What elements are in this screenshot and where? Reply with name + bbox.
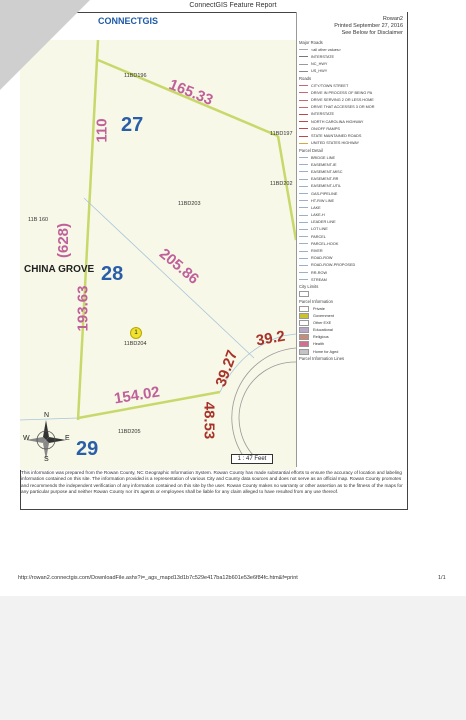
- yellow-lot-line: [278, 136, 296, 240]
- legend-line-swatch: [299, 64, 308, 65]
- legend-label: DRIVE IN PROCESS OF BEING PA: [311, 90, 373, 95]
- legend-line-swatch: [299, 207, 308, 208]
- legend-item: [299, 212, 405, 219]
- legend-item: [299, 298, 405, 305]
- site-name: Rowan2: [382, 16, 403, 22]
- legend-item: [299, 97, 405, 104]
- legend-item: [299, 75, 405, 82]
- legend-line-swatch: [299, 272, 308, 273]
- legend-color-swatch: [299, 320, 309, 326]
- legend-label: EASEMENT-MISC: [311, 169, 343, 174]
- dimension-154: 154.02: [112, 383, 161, 408]
- legend-line-swatch: [299, 236, 308, 237]
- dimension-48-53: 48.53: [200, 401, 218, 440]
- compass-s: S: [44, 456, 49, 463]
- legend-panel: [296, 12, 407, 467]
- legend-item: [299, 262, 405, 269]
- legend-label: Roads: [299, 76, 312, 82]
- legend-item: [299, 197, 405, 204]
- legend-line-swatch: [299, 251, 308, 252]
- legend-label: EASEMENT-IE: [311, 162, 337, 167]
- legend-line-swatch: [299, 229, 308, 230]
- legend-item: [299, 219, 405, 226]
- lot-number-27: 27: [121, 114, 144, 136]
- map-marker[interactable]: 1: [130, 327, 142, 339]
- dimension-165: 165.33: [166, 76, 216, 109]
- legend-item: [299, 125, 405, 132]
- legend-label: Private: [313, 306, 325, 311]
- legend-color-swatch: [299, 306, 309, 312]
- legend-item: [299, 204, 405, 211]
- legend-label: US_HWY: [311, 69, 328, 74]
- legend-line-swatch: [299, 114, 308, 115]
- legend-item: [299, 283, 405, 290]
- legend-item: [299, 341, 405, 348]
- compass-n: N: [44, 412, 50, 419]
- legend-line-swatch: [299, 128, 308, 129]
- legend-line-swatch: [299, 171, 308, 172]
- legend-line-swatch: [299, 193, 308, 194]
- legend-line-swatch: [299, 222, 308, 223]
- legend-label: RIVER: [311, 249, 323, 254]
- disclaimer-note: See Below for Disclaimer: [341, 30, 403, 36]
- legend-label: GAS-PIPELINE: [311, 191, 338, 196]
- connectgis-logo: CONNECTGIS: [98, 16, 159, 26]
- legend-label: Major Roads: [299, 40, 323, 46]
- legend-item: [299, 183, 405, 190]
- legend-label: UNITED STATES HIGHWAY: [311, 141, 360, 146]
- compass-w: W: [23, 435, 30, 442]
- legend-item: [299, 82, 405, 89]
- legend-label: Religious: [313, 335, 329, 340]
- parcel-id: 11BD204: [124, 341, 147, 347]
- legend-line-swatch: [299, 71, 308, 72]
- dimension-110: 110: [93, 118, 111, 143]
- parcel-id: 11BD202: [270, 181, 293, 187]
- legend-line-swatch: [299, 215, 308, 216]
- page-title: ConnectGIS Feature Report: [189, 2, 277, 9]
- parcel-id: 11BD196: [124, 73, 147, 79]
- legend-label: PARCEL: [311, 234, 326, 239]
- legend-item: [299, 240, 405, 247]
- legend-color-swatch: [299, 341, 309, 347]
- legend-color-swatch: [299, 334, 309, 340]
- place-label: CHINA GROVE: [24, 264, 95, 275]
- legend-item: [299, 104, 405, 111]
- legend-item: [299, 147, 405, 154]
- legend-color-swatch: [299, 313, 309, 319]
- legend-item: [299, 190, 405, 197]
- legend-line-swatch: [299, 279, 308, 280]
- legend-list: [299, 39, 405, 362]
- legend-item: [299, 319, 405, 326]
- legend-label: Educational: [313, 328, 333, 333]
- legend-item: [299, 118, 405, 125]
- legend-label: <all other values>: [311, 47, 341, 52]
- legend-line-swatch: [299, 143, 308, 144]
- legend-line-swatch: [299, 121, 308, 122]
- legend-label: Other EXE: [313, 320, 332, 325]
- dimension-39-2: 39.2: [254, 327, 287, 350]
- legend-label: Health: [313, 342, 324, 347]
- legend-line-swatch: [299, 100, 308, 101]
- legend-item: [299, 176, 405, 183]
- legend-label: PARCEL-HOOK: [311, 241, 339, 246]
- parcel-id: 11B 160: [28, 217, 49, 223]
- page-number: 1/1: [438, 575, 446, 581]
- legend-item: [299, 276, 405, 283]
- yellow-lot-line: [78, 40, 98, 420]
- legend-item: [299, 39, 405, 46]
- legend-label: LAKE: [311, 205, 321, 210]
- dimension-193: 193.63: [74, 285, 92, 332]
- legend-line-swatch: [299, 200, 308, 201]
- parcel-id: 11BD197: [270, 131, 293, 137]
- legend-color-swatch: [299, 349, 309, 355]
- legend-header: [334, 16, 403, 37]
- legend-label: EASEMENT-RR: [311, 177, 339, 182]
- legend-line-swatch: [299, 56, 308, 57]
- legend-item: [299, 68, 405, 75]
- legend-label: DRIVE THAT ACCESSES 3 OR MOR: [311, 105, 375, 110]
- page-fold: [0, 0, 90, 90]
- legend-line-swatch: [299, 49, 308, 50]
- compass-e: E: [65, 435, 70, 442]
- legend-line-swatch: [299, 265, 308, 266]
- legend-label: STATE MAINTAINED ROADS: [311, 134, 362, 139]
- legend-line-swatch: [299, 92, 308, 93]
- legend-label: Home for Aged: [313, 349, 339, 354]
- legend-item: [299, 132, 405, 139]
- legend-line-swatch: [299, 107, 308, 108]
- legend-line-swatch: [299, 164, 308, 165]
- legend-color-swatch: [299, 291, 309, 297]
- scale-bar: 1 : 47 Feet: [231, 454, 273, 464]
- legend-line-swatch: [299, 85, 308, 86]
- legend-label: CITY/TOWN STREET: [311, 83, 349, 88]
- legend-label: ROAD-ROW: [311, 256, 333, 261]
- legend-label: RR-ROW: [311, 270, 328, 275]
- legend-line-swatch: [299, 258, 308, 259]
- legend-item: [299, 312, 405, 319]
- legend-item: [299, 233, 405, 240]
- legend-label: Parcel Information: [299, 298, 333, 304]
- legend-item: [299, 291, 405, 298]
- lot-number-29: 29: [76, 438, 99, 460]
- legend-item: [299, 140, 405, 147]
- legend-color-swatch: [299, 327, 309, 333]
- legend-label: BRIDGE LINE: [311, 155, 336, 160]
- legend-line-swatch: [299, 186, 308, 187]
- legend-item: [299, 61, 405, 68]
- legend-label: Government: [313, 313, 334, 318]
- legend-label: NC_HWY: [311, 62, 328, 67]
- printed-date: Printed September 27, 2016: [334, 23, 403, 29]
- dimension-205: 205.86: [155, 245, 202, 288]
- legend-label: LAKE-H: [311, 213, 325, 218]
- legend-item: [299, 89, 405, 96]
- legend-item: [299, 247, 405, 254]
- legend-item: [299, 327, 405, 334]
- legend-item: [299, 334, 405, 341]
- legend-item: [299, 168, 405, 175]
- blank-page-bottom: [0, 596, 466, 720]
- legend-label: DRIVE SERVING 2 OR LESS HOME: [311, 98, 374, 103]
- parcel-id: 11BD205: [118, 429, 141, 435]
- dimension-628: (628): [55, 222, 73, 259]
- legend-label: HT-R/W LINE: [311, 198, 334, 203]
- legend-line-swatch: [299, 136, 308, 137]
- legend-label: EASEMENT-UTIL: [311, 184, 342, 189]
- legend-line-swatch: [299, 179, 308, 180]
- legend-label: INTERSTATE: [311, 54, 335, 59]
- legend-line-swatch: [299, 243, 308, 244]
- legend-item: [299, 355, 405, 362]
- legend-label: ROAD-ROW-PROPOSED: [311, 263, 356, 268]
- lot-number-28: 28: [101, 263, 124, 285]
- legend-label: ON/OFF RAMPS: [311, 126, 340, 131]
- legend-label: Parcel Information Lines: [299, 356, 345, 362]
- legend-line-swatch: [299, 157, 308, 158]
- legend-item: [299, 226, 405, 233]
- legend-label: LOT LINE: [311, 227, 328, 232]
- dimension-39-27: 39.27: [212, 347, 242, 390]
- legend-item: [299, 305, 405, 312]
- legend-label: STREAM: [311, 277, 327, 282]
- footer-url[interactable]: http://rowan2.connectgis.com/DownloadFile.ashx?i=_ags_mapd13d1b7c529e417ba12b601e53e6f84fc.htm&f=print: [18, 575, 298, 581]
- legend-item: [299, 154, 405, 161]
- legend-label: INTERSTATE: [311, 112, 335, 117]
- legend-item: [299, 269, 405, 276]
- parcel-id: 11BD203: [178, 201, 201, 207]
- legend-item: [299, 161, 405, 168]
- legend-label: City Limits: [299, 284, 319, 290]
- legend-item: [299, 111, 405, 118]
- disclaimer-text: This information was prepared from the Rowan County, NC Geographic Information System. Rowan County has made substantial efforts to ensure the accuracy of location and labeling information contained on this site. The information provided is a representation of various City and County data sources and does not serve as an official map. Rowan County promotes and recommends the independent verification of any information contained on this site by the user. Rowan County makes no warranty or other assertion as to the fitness of the maps for any particular purpose and neither Rowan County nor it's agents or employees shall be liable for any claim alleged to have resulted from any use thereof.: [21, 470, 403, 495]
- legend-item: [299, 46, 405, 53]
- legend-label: Parcel Detail: [299, 147, 323, 153]
- legend-item: [299, 255, 405, 262]
- legend-item: [299, 348, 405, 355]
- legend-label: NORTH CAROLINA HIGHWAY: [311, 119, 364, 124]
- legend-label: LEADER LINE: [311, 220, 336, 225]
- legend-item: [299, 53, 405, 60]
